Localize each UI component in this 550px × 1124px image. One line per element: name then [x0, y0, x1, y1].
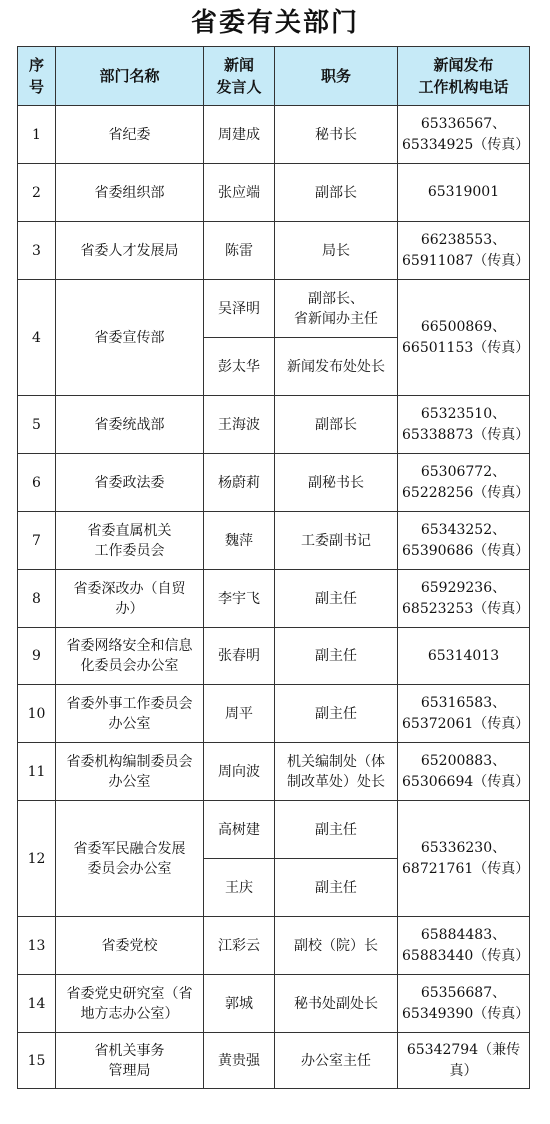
press-phone: 65336230、 68721761（传真）	[398, 801, 530, 917]
spokesperson-position: 局长	[275, 222, 398, 280]
press-phone: 65356687、 65349390（传真）	[398, 975, 530, 1033]
table-row	[18, 280, 530, 338]
spokesperson-name: 黄贵强	[204, 1033, 275, 1089]
table-row	[18, 570, 530, 628]
table-header-row	[18, 47, 530, 106]
department-name: 省委宣传部	[56, 280, 204, 396]
press-phone: 65342794（兼传 真）	[398, 1033, 530, 1089]
spokesperson-position: 副部长	[275, 164, 398, 222]
spokesperson-position: 办公室主任	[275, 1033, 398, 1089]
spokesperson-position: 副部长	[275, 396, 398, 454]
row-index: 6	[18, 454, 56, 512]
table-row	[18, 685, 530, 743]
header-spokesperson: 新闻 发言人	[204, 47, 275, 106]
spokesperson-position: 副主任	[275, 859, 398, 917]
press-phone: 66238553、 65911087（传真）	[398, 222, 530, 280]
spokesperson-position: 副主任	[275, 628, 398, 685]
spokesperson-position: 副主任	[275, 801, 398, 859]
press-phone: 65319001	[398, 164, 530, 222]
spokesperson-position: 新闻发布处处长	[275, 338, 398, 396]
table-row	[18, 917, 530, 975]
row-index: 2	[18, 164, 56, 222]
row-index: 5	[18, 396, 56, 454]
table-row	[18, 975, 530, 1033]
row-index: 14	[18, 975, 56, 1033]
press-phone: 65323510、 65338873（传真）	[398, 396, 530, 454]
spokesperson-name: 张应端	[204, 164, 275, 222]
row-index: 7	[18, 512, 56, 570]
department-name: 省机关事务 管理局	[56, 1033, 204, 1089]
page-title: 省委有关部门	[190, 8, 359, 38]
press-phone: 65306772、 65228256（传真）	[398, 454, 530, 512]
spokesperson-position: 副校（院）长	[275, 917, 398, 975]
row-index: 4	[18, 280, 56, 396]
spokesperson-position: 副主任	[275, 685, 398, 743]
table-row	[18, 743, 530, 801]
spokesperson-position: 秘书长	[275, 106, 398, 164]
spokesperson-name: 郭城	[204, 975, 275, 1033]
press-phone: 65200883、 65306694（传真）	[398, 743, 530, 801]
press-phone: 66500869、 66501153（传真）	[398, 280, 530, 396]
department-name: 省委统战部	[56, 396, 204, 454]
table-row	[18, 1033, 530, 1089]
press-phone: 65336567、 65334925（传真）	[398, 106, 530, 164]
department-name: 省委网络安全和信息 化委员会办公室	[56, 628, 204, 685]
press-phone: 65929236、 68523253（传真）	[398, 570, 530, 628]
press-phone: 65884483、 65883440（传真）	[398, 917, 530, 975]
department-name: 省委组织部	[56, 164, 204, 222]
header-position: 职务	[275, 47, 398, 106]
spokesperson-name: 王庆	[204, 859, 275, 917]
table-row	[18, 106, 530, 164]
department-name: 省委军民融合发展 委员会办公室	[56, 801, 204, 917]
spokesperson-position: 机关编制处（体 制改革处）处长	[275, 743, 398, 801]
department-name: 省委政法委	[56, 454, 204, 512]
department-name: 省委党校	[56, 917, 204, 975]
spokesperson-position: 秘书处副处长	[275, 975, 398, 1033]
row-index: 10	[18, 685, 56, 743]
table-row	[18, 222, 530, 280]
press-phone: 65316583、 65372061（传真）	[398, 685, 530, 743]
department-name: 省委直属机关 工作委员会	[56, 512, 204, 570]
spokesperson-name: 周平	[204, 685, 275, 743]
spokesperson-name: 周建成	[204, 106, 275, 164]
row-index: 3	[18, 222, 56, 280]
spokesperson-name: 王海波	[204, 396, 275, 454]
spokesperson-name: 江彩云	[204, 917, 275, 975]
spokesperson-position: 副主任	[275, 570, 398, 628]
spokesperson-name: 高树建	[204, 801, 275, 859]
header-index: 序 号	[18, 47, 56, 106]
department-name: 省委机构编制委员会 办公室	[56, 743, 204, 801]
department-name: 省委党史研究室（省 地方志办公室）	[56, 975, 204, 1033]
row-index: 12	[18, 801, 56, 917]
department-name: 省委深改办（自贸 办）	[56, 570, 204, 628]
spokesperson-name: 彭太华	[204, 338, 275, 396]
department-name: 省委人才发展局	[56, 222, 204, 280]
header-dept: 部门名称	[56, 47, 204, 106]
table-row	[18, 454, 530, 512]
header-phone: 新闻发布 工作机构电话	[398, 47, 530, 106]
spokesperson-position: 工委副书记	[275, 512, 398, 570]
table-row	[18, 164, 530, 222]
table-row	[18, 628, 530, 685]
spokesperson-position: 副部长、 省新闻办主任	[275, 280, 398, 338]
department-name: 省纪委	[56, 106, 204, 164]
table-row	[18, 801, 530, 859]
table-body	[18, 106, 530, 1089]
spokesperson-name: 张春明	[204, 628, 275, 685]
spokesperson-name: 杨蔚莉	[204, 454, 275, 512]
row-index: 8	[18, 570, 56, 628]
spokesperson-name: 周向波	[204, 743, 275, 801]
row-index: 13	[18, 917, 56, 975]
press-phone: 65314013	[398, 628, 530, 685]
row-index: 9	[18, 628, 56, 685]
table-row	[18, 512, 530, 570]
departments-table	[17, 46, 530, 1089]
spokesperson-name: 魏萍	[204, 512, 275, 570]
department-name: 省委外事工作委员会 办公室	[56, 685, 204, 743]
row-index: 1	[18, 106, 56, 164]
press-phone: 65343252、 65390686（传真）	[398, 512, 530, 570]
spokesperson-name: 吴泽明	[204, 280, 275, 338]
row-index: 11	[18, 743, 56, 801]
table-row	[18, 396, 530, 454]
spokesperson-name: 陈雷	[204, 222, 275, 280]
spokesperson-position: 副秘书长	[275, 454, 398, 512]
spokesperson-name: 李宇飞	[204, 570, 275, 628]
row-index: 15	[18, 1033, 56, 1089]
